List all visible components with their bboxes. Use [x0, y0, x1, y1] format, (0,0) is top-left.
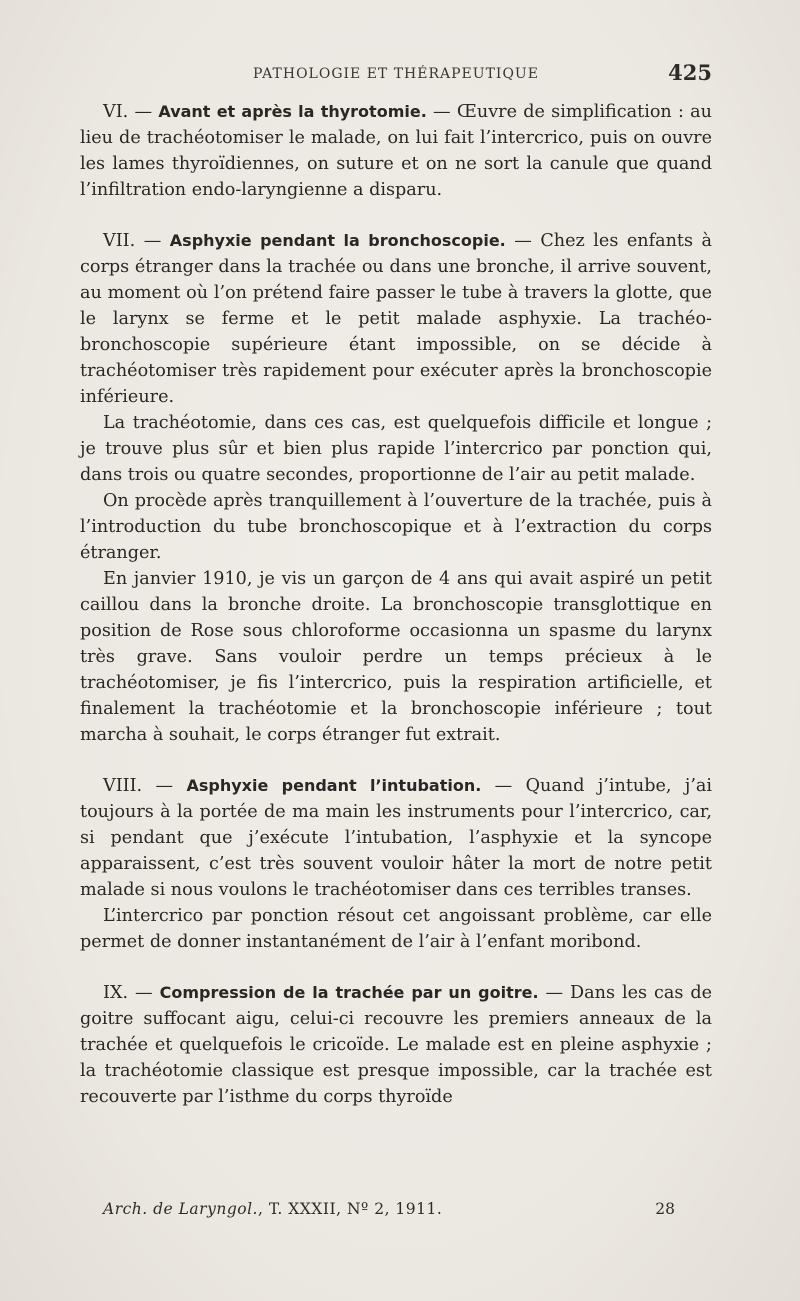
section-text: — Chez les enfants à corps étranger dans la trachée ou dans une bronche, il arrive souvent, au moment où l’on prétend faire passer le tube à travers la glotte, que le larynx se ferme et le petit malade asphyxie. La trachéo-bronchoscopie supérieure étant impossible, on se décide à trachéotomiser très rapidement pour exécuter après la bronchoscopie inférieure.: [80, 231, 712, 407]
section-text: — Œuvre de simplification : au lieu de trachéotomiser le malade, on lui fait l’intercrico, puis on ouvre les lames thyroïdiennes, on suture et on ne sort la canule que quand l’infiltration endo-laryngienne a disparu.: [80, 102, 713, 200]
section-viii: [80, 773, 712, 955]
body-text: [80, 99, 712, 1135]
paragraph: On procède après tranquillement à l’ouverture de la trachée, puis à l’introduction du tube bronchoscopique et à l’extraction du corps étranger.: [80, 491, 712, 563]
section-heading: Compression de la trachée par un goitre.: [159, 983, 539, 1002]
section-heading: Asphyxie pendant la bronchoscopie.: [169, 231, 506, 250]
journal-citation: [103, 1200, 442, 1218]
section-text: — Quand j’intube, j’ai toujours à la portée de ma main les instruments pour l’intercrico, car, si pendant que j’exécute l’intubation, l’asphyxie et la syncope apparaissent, c’est très souvent vouloir hâter la mort de notre petit malade si nous voulons le trachéotomiser dans ces terribles transes.: [80, 776, 713, 900]
section-number: VIII.: [103, 776, 143, 796]
section-paragraph: VIII. — Asphyxie pendant l’intubation. — Quand j’intube, j’ai toujours à la portée de ma main les instruments pour l’intercrico, car, si pendant que j’exécute l’intubation, l’asphyxie et la syncope apparaissent, c’est très souvent vouloir hâter la mort de notre petit malade si nous voulons le trachéotomiser dans ces terribles transes.: [80, 776, 713, 900]
section-ix: [80, 980, 712, 1110]
paragraph: En janvier 1910, je vis un garçon de 4 ans qui avait aspiré un petit caillou dans la bronche droite. La bronchoscopie transglottique en position de Rose sous chloroforme occasionna un spasme du larynx très grave. Sans vouloir perdre un temps précieux à le trachéotomiser, je fis l’intercrico, puis la respiration artificielle, et finalement la trachéotomie et la bronchoscopie inférieure ; tout marcha à souhait, le corps étranger fut extrait.: [80, 569, 712, 745]
paragraph: La trachéotomie, dans ces cas, est quelquefois difficile et longue ; je trouve plus sûr et bien plus rapide l’intercrico par ponction qui, dans trois ou quatre secondes, proportionne de l’air au petit malade.: [80, 413, 712, 485]
section-vii: [80, 228, 712, 748]
page-header: [80, 60, 712, 94]
paragraph: L’intercrico par ponction résout cet angoissant problème, car elle permet de donner instantanément de l’air à l’enfant moribond.: [80, 906, 712, 952]
section-number: VI.: [103, 102, 129, 122]
section-heading: Avant et après la thyrotomie.: [158, 102, 427, 121]
running-title: PATHOLOGIE ET THÉRAPEUTIQUE: [253, 66, 539, 82]
section-paragraph: IX. — Compression de la trachée par un goitre. — Dans les cas de goitre suffocant aigu, celui-ci recouvre les premiers anneaux de la trachée et quelquefois le cricoïde. Le malade est en pleine asphyxie ; la trachéotomie classique est presque impossible, car la trachée est recouverte par l’isthme du corps thyroïde: [80, 983, 712, 1107]
journal-title: Arch. de Laryngol.: [103, 1200, 258, 1218]
page-number: 425: [668, 60, 712, 85]
page-footer: [103, 1200, 675, 1226]
section-heading: Asphyxie pendant l’intubation.: [186, 776, 482, 795]
section-number: VII.: [103, 231, 136, 251]
sheet-signature: 28: [655, 1200, 675, 1218]
section-vi: [80, 99, 712, 203]
section-text: — Dans les cas de goitre suffocant aigu, celui-ci recouvre les premiers anneaux de la trachée et quelquefois le cricoïde. Le malade est en pleine asphyxie ; la trachéotomie classique est presque impossible, car la trachée est recouverte par l’isthme du corps thyroïde: [80, 983, 712, 1107]
section-paragraph: VII. — Asphyxie pendant la bronchoscopie. — Chez les enfants à corps étranger dans la trachée ou dans une bronche, il arrive souvent, au moment où l’on prétend faire passer le tube à travers la glotte, que le larynx se ferme et le petit malade asphyxie. La trachéo-bronchoscopie supérieure étant impossible, on se décide à trachéotomiser très rapidement pour exécuter après la bronchoscopie inférieure.: [80, 231, 712, 407]
section-paragraph: VI. — Avant et après la thyrotomie. — Œuvre de simplification : au lieu de trachéotomiser le malade, on lui fait l’intercrico, puis on ouvre les lames thyroïdiennes, on suture et on ne sort la canule que quand l’infiltration endo-laryngienne a disparu.: [80, 102, 713, 200]
journal-volume: , T. XXXII, Nº 2, 1911.: [257, 1200, 443, 1218]
section-number: IX.: [103, 983, 129, 1003]
